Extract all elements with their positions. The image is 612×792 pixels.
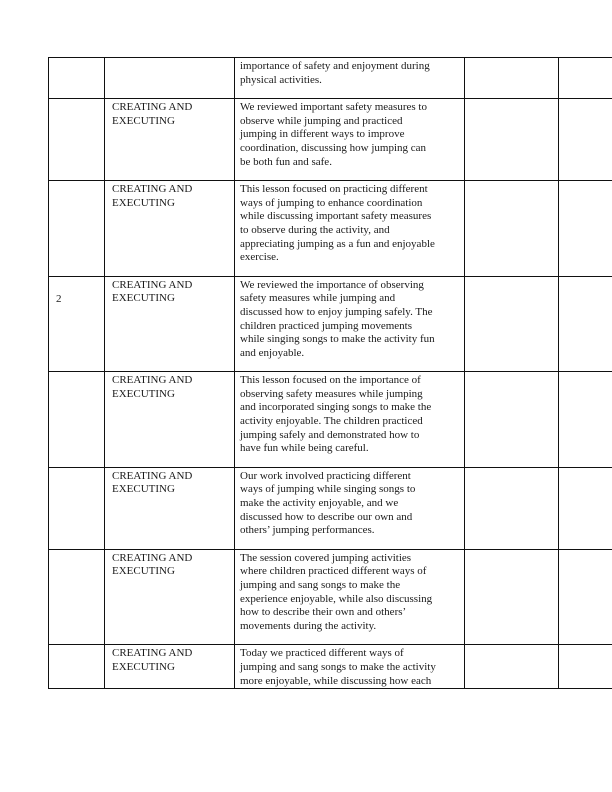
empty-cell bbox=[465, 549, 559, 645]
lesson-summary-line: jumping and sang songs to make the bbox=[240, 579, 401, 591]
lesson-summary-line: to observe during the activity, and bbox=[240, 223, 390, 236]
lesson-summary-line: where children practiced different ways of bbox=[240, 565, 427, 578]
empty-cell bbox=[465, 276, 559, 372]
lesson-summary-line: observe while jumping and practiced bbox=[240, 114, 403, 127]
lesson-summary-line: have fun while being careful. bbox=[240, 442, 369, 455]
week-number-cell bbox=[49, 58, 105, 99]
table-row bbox=[49, 467, 612, 549]
lesson-summary-cell bbox=[235, 58, 465, 99]
empty-cell bbox=[465, 645, 559, 689]
lesson-summary-line: We reviewed the importance of observing bbox=[240, 278, 424, 291]
lesson-summary-line: This lesson focused on practicing different bbox=[240, 183, 428, 196]
lesson-summary-line: jumping safely and demonstrated how to bbox=[240, 428, 420, 441]
week-number-cell bbox=[49, 276, 105, 372]
empty-cell bbox=[465, 58, 559, 99]
lesson-summary-cell bbox=[235, 276, 465, 372]
table-row bbox=[49, 276, 612, 372]
lesson-summary-line: physical activities. bbox=[240, 73, 322, 86]
empty-cell bbox=[465, 467, 559, 549]
strand-cell bbox=[105, 58, 235, 99]
week-number-cell bbox=[49, 549, 105, 645]
strand-text: EXECUTING bbox=[112, 483, 175, 496]
strand-text: EXECUTING bbox=[112, 565, 175, 578]
lesson-summary-line: ways of jumping while singing songs to bbox=[240, 483, 416, 496]
empty-cell bbox=[465, 99, 559, 181]
lesson-summary-line: Our work involved practicing different bbox=[240, 469, 411, 482]
week-number: 2 bbox=[56, 292, 62, 305]
empty-cell bbox=[559, 372, 612, 468]
lesson-summary-line: safety measures while jumping and bbox=[240, 292, 396, 305]
lesson-summary-line: This lesson focused on the importance of bbox=[240, 374, 421, 387]
strand-text: CREATING AND bbox=[112, 101, 193, 114]
lesson-summary-line: movements during the activity. bbox=[240, 619, 377, 632]
empty-cell bbox=[465, 372, 559, 468]
lesson-summary-line: others’ jumping performances. bbox=[240, 524, 375, 537]
strand-text: CREATING AND bbox=[112, 278, 193, 291]
strand-cell bbox=[105, 181, 235, 277]
lesson-summary-line: while singing songs to make the activity fun bbox=[240, 333, 435, 346]
week-number-cell bbox=[49, 181, 105, 277]
empty-cell bbox=[559, 549, 612, 645]
table-row bbox=[49, 58, 612, 99]
empty-cell bbox=[559, 645, 612, 689]
strand-cell bbox=[105, 372, 235, 468]
week-number-cell bbox=[49, 467, 105, 549]
strand-cell bbox=[105, 467, 235, 549]
lesson-summary-line: while discussing important safety measures bbox=[240, 210, 432, 223]
strand-text: CREATING AND bbox=[112, 551, 193, 564]
lesson-summary-line: children practiced jumping movements bbox=[240, 319, 412, 332]
empty-cell bbox=[559, 276, 612, 372]
strand-text: EXECUTING bbox=[112, 292, 175, 305]
lesson-summary-line: and enjoyable. bbox=[240, 346, 305, 359]
lesson-summary-line: and incorporated singing songs to make the bbox=[240, 401, 432, 414]
lesson-summary-line: ways of jumping to enhance coordination bbox=[240, 196, 423, 209]
table-row bbox=[49, 181, 612, 277]
lesson-summary-line: coordination, discussing how jumping can bbox=[240, 141, 427, 154]
empty-cell bbox=[559, 181, 612, 277]
lesson-summary-line: jumping and sang songs to make the activity bbox=[240, 660, 436, 673]
lesson-summary-line: more enjoyable, while discussing how each bbox=[240, 674, 432, 687]
empty-cell bbox=[559, 99, 612, 181]
table-row bbox=[49, 645, 612, 689]
lesson-reflection-table bbox=[48, 57, 612, 689]
lesson-summary-line: We reviewed important safety measures to bbox=[240, 101, 427, 114]
lesson-summary-line: be both fun and safe. bbox=[240, 155, 332, 168]
lesson-summary-cell bbox=[235, 645, 465, 689]
lesson-summary-line: discussed how to describe our own and bbox=[240, 510, 413, 523]
lesson-summary-cell bbox=[235, 467, 465, 549]
lesson-summary-line: discussed how to enjoy jumping safely. The bbox=[240, 305, 433, 318]
table-row bbox=[49, 99, 612, 181]
lesson-summary-line: The session covered jumping activities bbox=[240, 551, 412, 564]
strand-cell bbox=[105, 645, 235, 689]
lesson-summary-line: activity enjoyable. The children practiced bbox=[240, 415, 423, 428]
strand-text: CREATING AND bbox=[112, 647, 193, 660]
lesson-summary-line: observing safety measures while jumping bbox=[240, 387, 423, 400]
strand-text: CREATING AND bbox=[112, 374, 193, 387]
week-number-cell bbox=[49, 372, 105, 468]
lesson-summary-cell bbox=[235, 181, 465, 277]
lesson-summary-line: how to describe their own and others’ bbox=[240, 606, 407, 619]
strand-cell bbox=[105, 276, 235, 372]
table-body bbox=[49, 58, 612, 689]
lesson-summary-cell bbox=[235, 372, 465, 468]
lesson-summary-line: appreciating jumping as a fun and enjoyable bbox=[240, 237, 435, 250]
lesson-summary-line: importance of safety and enjoyment during bbox=[240, 60, 430, 72]
lesson-summary-cell bbox=[235, 549, 465, 645]
lesson-summary-line: experience enjoyable, while also discussing bbox=[240, 592, 433, 605]
lesson-summary-line: Today we practiced different ways of bbox=[240, 647, 404, 660]
strand-text: CREATING AND bbox=[112, 183, 193, 196]
strand-text: EXECUTING bbox=[112, 114, 175, 127]
empty-cell bbox=[559, 467, 612, 549]
empty-cell bbox=[465, 181, 559, 277]
strand-text: CREATING AND bbox=[112, 469, 193, 482]
week-number-cell bbox=[49, 99, 105, 181]
lesson-summary-line: make the activity enjoyable, and we bbox=[240, 497, 399, 510]
table-row bbox=[49, 549, 612, 645]
strand-text: EXECUTING bbox=[112, 660, 175, 673]
lesson-summary-line: exercise. bbox=[240, 251, 279, 264]
strand-text: EXECUTING bbox=[112, 387, 175, 400]
lesson-summary-cell bbox=[235, 99, 465, 181]
empty-cell bbox=[559, 58, 612, 99]
table-row bbox=[49, 372, 612, 468]
strand-text: EXECUTING bbox=[112, 196, 175, 209]
strand-cell bbox=[105, 99, 235, 181]
lesson-summary-line: jumping in different ways to improve bbox=[240, 128, 405, 141]
strand-cell bbox=[105, 549, 235, 645]
week-number-cell bbox=[49, 645, 105, 689]
